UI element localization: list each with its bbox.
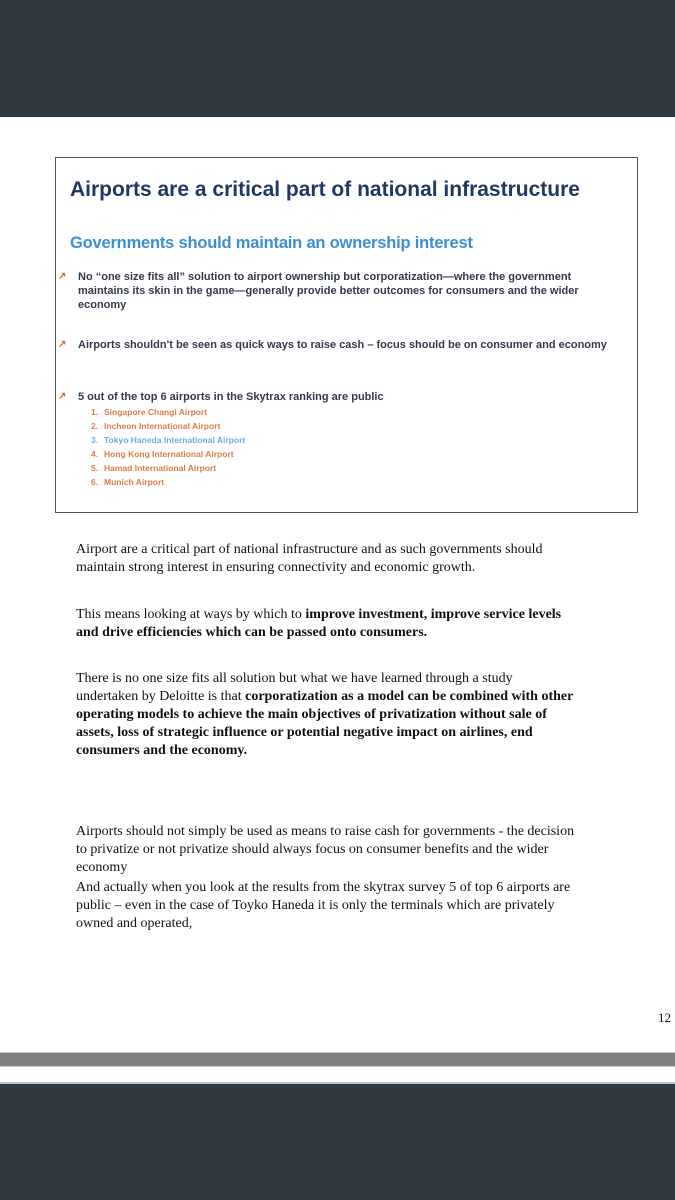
notes-paragraph: This means looking at ways by which to improve investment, improve service levels and drive efficiencies which can be passed onto consumers. <box>76 607 562 640</box>
page-separator <box>0 1052 675 1067</box>
slide-title: Airports are a critical part of national infrastructure <box>70 178 580 201</box>
bottom-toolbar <box>0 1082 675 1200</box>
list-item: 5. Hamad International Airport <box>91 463 217 473</box>
slide-image <box>55 157 638 513</box>
arrow-up-right-icon: ↗ <box>58 271 67 282</box>
airport-ranking-list <box>91 405 245 489</box>
slide-bullet: ↗ Airports shouldn't be seen as quick ways to raise cash – focus should be on consumer and economy <box>58 339 607 351</box>
slide-bullet: ↗ 5 out of the top 6 airports in the Skytrax ranking are public <box>58 391 384 403</box>
slide-bullet: ↗ No “one size fits all” solution to airport ownership but corporatization—where the government maintains its skin in the game—generally provide better outcomes for consumers and the wider economy <box>58 271 579 311</box>
top-toolbar <box>0 0 675 117</box>
arrow-up-right-icon: ↗ <box>58 339 67 350</box>
notes-paragraph: Airports should not simply be used as means to raise cash for governments - the decision to privatize or not privatize should always focus on consumer benefits and the wider economy <box>76 824 575 875</box>
notes-paragraph: And actually when you look at the results from the skytrax survey 5 of top 6 airports are public – even in the case of Toyko Haneda it is only the terminals which are privately owned and operated, <box>76 880 571 931</box>
list-item: 4. Hong Kong International Airport <box>91 449 234 459</box>
list-item: 1. Singapore Changi Airport <box>91 407 208 417</box>
notes-paragraph: There is no one size fits all solution but what we have learned through a study undertaken by Deloitte is that corporatization as a model can be combined with other operating models to achieve the main objectives of privatization without sale of assets, loss of strategic influence or potential negative impact on airlines, end consumers and the economy. <box>76 671 574 758</box>
list-item: 6. Munich Airport <box>91 477 165 487</box>
list-item: 3. Tokyo Haneda International Airport <box>91 435 246 445</box>
slide-subtitle: Governments should maintain an ownership interest <box>70 234 473 252</box>
notes-paragraph: Airport are a critical part of national infrastructure and as such governments should maintain strong interest in ensuring connectivity and economic growth. <box>76 542 543 575</box>
list-item: 2. Incheon International Airport <box>91 421 221 431</box>
page-number: 12 <box>658 1010 671 1025</box>
arrow-up-right-icon: ↗ <box>58 391 67 402</box>
